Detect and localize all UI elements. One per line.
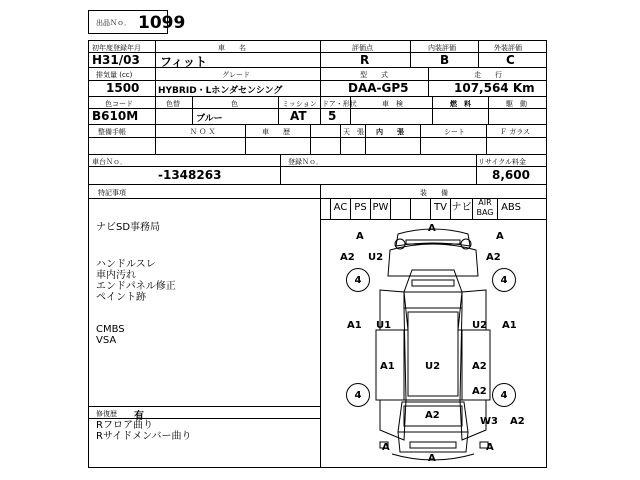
notes-label: 特記事項 bbox=[98, 189, 126, 197]
item-number-label: 出品Ｎｏ． bbox=[96, 19, 131, 27]
equip-airbag: AIR BAG bbox=[472, 198, 497, 220]
displacement-label: 排気量 (cc) bbox=[96, 71, 133, 79]
reg-year-label: 初年度登録年月 bbox=[92, 44, 141, 52]
equipment-label: 装 備 bbox=[420, 189, 448, 197]
chassis-label: 車台Ｎｏ． bbox=[92, 158, 127, 166]
interior-cover-label: 内 張 bbox=[376, 128, 404, 136]
score: R bbox=[360, 53, 370, 67]
equip-ac: AC bbox=[330, 198, 350, 220]
reg-year: H31/03 bbox=[92, 53, 140, 67]
dmg-u2-mid: U2 bbox=[425, 361, 441, 372]
color-label: 色 bbox=[231, 100, 238, 108]
transmission-label: ミッション bbox=[282, 100, 317, 108]
interior-score-label: 内装評価 bbox=[428, 44, 456, 52]
wheel-fr: 4 bbox=[492, 268, 516, 292]
dmg-rear-mid: A bbox=[428, 453, 436, 464]
model-label: 型 式 bbox=[360, 71, 388, 79]
equip-blank2 bbox=[410, 198, 430, 220]
dmg-u1-left: U1 bbox=[376, 320, 392, 331]
drive-label: 駆 動 bbox=[506, 100, 527, 108]
dmg-u2-fl: U2 bbox=[368, 252, 384, 263]
interior-score: B bbox=[440, 53, 450, 67]
dmg-a2-rear: A2 bbox=[425, 410, 440, 421]
dmg-u2-right: U2 bbox=[472, 320, 488, 331]
equip-ps: PS bbox=[350, 198, 370, 220]
recycle-label: リサイクル料金 bbox=[478, 158, 527, 166]
chassis-number: -1348263 bbox=[158, 168, 222, 182]
score-label: 評価点 bbox=[352, 44, 373, 52]
dmg-a1-left: A1 bbox=[347, 320, 362, 331]
equip-blank1 bbox=[390, 198, 410, 220]
dmg-front-left: A bbox=[356, 231, 364, 242]
dmg-front: A bbox=[428, 223, 436, 234]
grade: HYBRID・Lホンダセンシング bbox=[158, 86, 283, 96]
equip-tv: TV bbox=[430, 198, 450, 220]
note-condition: ハンドルスレ 車内汚れ エンドパネル修正 ペイント跡 bbox=[96, 259, 176, 303]
car-name: フィット bbox=[160, 55, 208, 69]
exterior-score-label: 外装評価 bbox=[494, 44, 522, 52]
dmg-a2-rr: A2 bbox=[472, 386, 487, 397]
door-count: 5 bbox=[328, 109, 337, 123]
color: ブルー bbox=[196, 114, 223, 124]
reg-no-label: 登録Ｎｏ． bbox=[288, 158, 323, 166]
wheel-fl: 4 bbox=[346, 268, 370, 292]
history-label: 車 歴 bbox=[262, 128, 290, 136]
note-navi: ナビSD事務局 bbox=[96, 222, 161, 233]
equip-pw: PW bbox=[370, 198, 390, 220]
color-code: B610M bbox=[92, 109, 139, 123]
equip-abs: ABS bbox=[497, 198, 524, 220]
door-shape-label: ドア・形状 bbox=[322, 100, 357, 108]
dmg-rear-right: A bbox=[486, 442, 494, 453]
dmg-w3: W3 bbox=[480, 416, 498, 427]
dmg-a2-mid: A2 bbox=[472, 361, 487, 372]
repair-details: Rフロア曲り Rサイドメンバー曲り bbox=[96, 420, 192, 442]
grade-label: グレード bbox=[222, 71, 250, 79]
sunroof-label: 天 張 bbox=[343, 128, 364, 136]
dmg-a1-right: A1 bbox=[502, 320, 517, 331]
fuel-label: 燃 料 bbox=[450, 100, 471, 108]
dmg-a2-fr: A2 bbox=[486, 252, 501, 263]
nox-label: Ｎ Ｏ Ｘ bbox=[190, 128, 216, 136]
maintenance-label: 整備手帳 bbox=[98, 128, 126, 136]
color-code-label: 色コード bbox=[105, 100, 133, 108]
repair-label: 修復歴 bbox=[96, 410, 117, 418]
repair-history: 有 bbox=[134, 411, 144, 422]
car-name-label: 車 名 bbox=[218, 44, 246, 52]
dmg-a2-fl: A2 bbox=[340, 252, 355, 263]
dmg-a1-mid: A1 bbox=[380, 361, 395, 372]
dmg-a2-rear-right: A2 bbox=[510, 416, 525, 427]
color-change-label: 色替 bbox=[166, 100, 180, 108]
capacity-label: 車 検 bbox=[382, 100, 403, 108]
item-number: 1099 bbox=[138, 13, 186, 33]
exterior-score: C bbox=[506, 53, 515, 67]
mileage: 107,564 Km bbox=[454, 81, 535, 95]
recycle-fee: 8,600 bbox=[492, 168, 530, 182]
model: DAA-GP5 bbox=[348, 81, 409, 95]
note-systems: CMBS VSA bbox=[96, 324, 125, 346]
wheel-rr: 4 bbox=[492, 383, 516, 407]
wheel-rl: 4 bbox=[346, 383, 370, 407]
seat-label: シート bbox=[444, 128, 465, 136]
glass-label: Ｆ ガラス bbox=[500, 128, 531, 136]
dmg-rear-left: A bbox=[382, 442, 390, 453]
displacement: 1500 bbox=[106, 81, 140, 95]
mileage-label: 走 行 bbox=[474, 71, 502, 79]
transmission: AT bbox=[290, 109, 307, 123]
dmg-front-right: A bbox=[496, 231, 504, 242]
equip-navi: ナビ bbox=[450, 198, 472, 220]
